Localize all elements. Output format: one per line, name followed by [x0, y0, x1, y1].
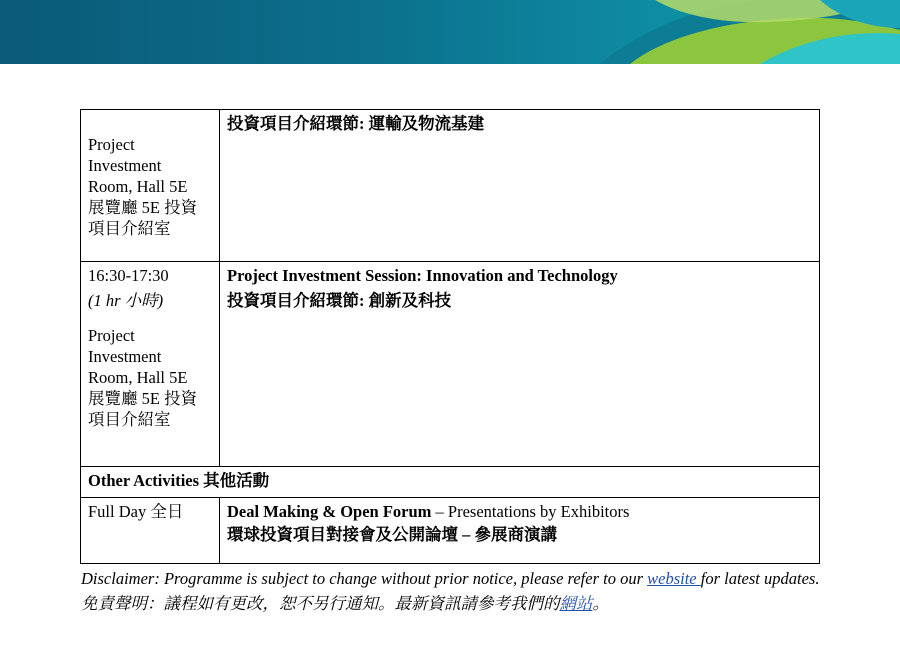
venue-line: Room, Hall 5E [88, 177, 188, 196]
header-banner [0, 0, 900, 64]
session-title-zh: 投資項目介紹環節: 運輸及物流基建 [227, 114, 485, 133]
disclaimer-text: Disclaimer: Programme is subject to change without prior notice, please refer to our [81, 569, 648, 588]
programme-table [80, 109, 820, 564]
venue-line: Project [88, 326, 135, 345]
venue-line: 項目介紹室 [88, 410, 171, 429]
website-link-zh[interactable]: 網站 [559, 594, 593, 613]
fullday-cell: Full Day 全日 [81, 498, 220, 564]
venue-line: 項目介紹室 [88, 219, 171, 238]
activity-title-zh: 環球投資項目對接會及公開論壇 – 參展商演講 [227, 525, 557, 544]
venue-line: 展覽廳 5E 投資 [88, 198, 198, 217]
session-duration: (1 hr 小時) [88, 291, 164, 310]
session-cell [220, 110, 820, 262]
header-decoration [0, 0, 900, 64]
session-title-zh: 投資項目介紹環節: 創新及科技 [227, 291, 452, 310]
venue-line: Investment [88, 156, 162, 175]
disclaimer-text: for latest updates. 免責聲明：議程如有更改，恕不另行通知。最新資訊請參考我們的 [81, 569, 820, 613]
time-venue-cell [81, 262, 220, 467]
session-title-en: Project Investment Session: Innovation and Technology [227, 266, 618, 285]
activity-subtitle: – Presentations by Exhibitors [431, 502, 630, 521]
table-row [81, 498, 820, 564]
section-label: Other Activities 其他活動 [81, 467, 820, 498]
disclaimer [81, 566, 821, 616]
session-cell [220, 262, 820, 467]
venue-line: 展覽廳 5E 投資 [88, 389, 198, 408]
section-header-row [81, 467, 820, 498]
table-row [81, 110, 820, 262]
website-link[interactable]: website [647, 569, 701, 588]
venue-line: Project [88, 135, 135, 154]
activity-cell [220, 498, 820, 564]
disclaimer-text: 。 [592, 594, 609, 613]
venue-line: Investment [88, 347, 162, 366]
venue-line: Room, Hall 5E [88, 368, 188, 387]
activity-title: Deal Making & Open Forum [227, 502, 432, 521]
session-time: 16:30-17:30 [88, 266, 169, 285]
venue-cell [81, 110, 220, 262]
table-row [81, 262, 820, 467]
